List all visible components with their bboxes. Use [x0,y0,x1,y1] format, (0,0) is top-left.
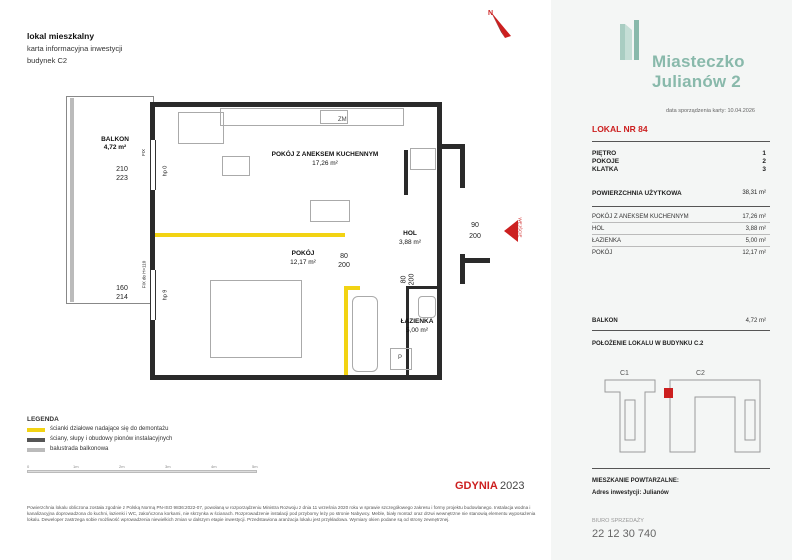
window-1-width: 210 [116,166,128,173]
dishwasher-label: ZM [338,117,347,123]
room-hall-label: HOL [592,226,605,232]
divider-2 [592,206,770,207]
header-subtitle: karta informacyjna inwestycji [27,44,123,53]
compass [483,6,523,46]
brand-name-1: Miasteczko [652,52,745,71]
window-2-sill: hp 9 [162,289,169,301]
room-bedroom-value: 12,17 m² [742,250,766,256]
partition-wall-vertical [344,287,348,375]
balcony-info-value: 4,72 m² [745,318,766,324]
room-living-value: 17,26 m² [742,214,766,220]
room-bedroom-label: POKÓJ [592,250,613,256]
living-room-area: 17,26 m² [312,160,338,167]
wall-bottom [150,375,442,380]
building-c2-label: C2 [696,370,705,377]
logo-icon [620,20,642,60]
entry-arrow-icon [504,220,518,242]
window-2-fix-note: FIX do H=110 [141,260,147,289]
room-sep-1 [592,222,770,223]
window-2 [150,270,156,320]
scale-bar [27,470,257,473]
usable-area-label: POWIERZCHNIA UŻYTKOWA [592,190,682,197]
balcony-area-value: 4,72 m² [103,144,127,151]
scale-4: 4m [211,464,217,469]
usable-area-value: 38,31 m² [742,190,766,196]
floor-plan [20,80,540,400]
floor-label: PIĘTRO [592,150,617,157]
balcony-railing [70,98,74,302]
scale-5: 5m [252,464,258,469]
bed [210,280,302,358]
fridge [410,148,436,170]
scale-1: 1m [73,464,79,469]
wall-stair-4 [460,258,490,263]
scale-2: 2m [119,464,125,469]
window-1-fix: FIX [141,148,147,157]
hall-label: HOL [403,230,417,237]
entry-label: WEJŚCIE [517,217,523,238]
sales-phone[interactable]: 22 12 30 740 [592,528,657,540]
entry-marker [504,220,518,242]
room-bath-label: ŁAZIENKA [592,238,622,244]
door-bath-height: 200 [408,273,416,286]
divider-1 [592,141,770,142]
bathroom-label: ŁAZIENKA [400,318,434,325]
hall-area: 3,88 m² [398,239,422,246]
brand-logo-mark [620,20,642,60]
room-living-label: POKÓJ Z ANEKSEM KUCHENNYM [592,214,689,220]
legend-item-partition: ścianki działowe nadające się do demontażu [50,426,169,432]
legend-swatch-walls [27,438,45,442]
building-location-map [600,360,770,460]
bedroom-label: POKÓJ [291,250,315,257]
header-building: budynek C2 [27,56,68,65]
legend-swatch-railing [27,448,45,452]
sofa [178,112,224,144]
window-2-height: 214 [116,294,128,301]
unit-number: LOKAL NR 84 [592,124,648,134]
brand-name-2: Julianów 2 [652,72,741,91]
wall-kitchen [404,150,408,195]
window-1-sill: hp 0 [162,165,169,177]
scale-0: 0 [27,464,30,469]
city-name: GDYNIA [455,480,498,492]
divider-4 [592,468,770,469]
footer-note: Powierzchnia lokalu obliczona została zgodnie z Polską Normą PN-ISO 9836:2022-07, powołaną w rozporządzeniu Ministra Rozwoju z dnia 11 września 2020 roku w sprawie szczegółowego zakresu i formy projektu budowlanego. Instalacja wodna i kanalizacyjna doprowadzona do kuchni, łazienki i WC, zakończona korkami, nie skrzynka w ścianach. Rozprowadzenie instalacji pod przyborny leży po stronie Nabywcy. Meble, biały montaż oraz drzwi wewnętrzne nie stanowią elementu wyposażenia lokalu. Deweloper zastrzega sobie możliwość wprowadzenia niewielkich zmian w dalszym etapie inwestycji. Przedstawiona aranżacja lokalu jest przykładowa. Wymiary okien podane są od strony zewnętrznej. [27,505,536,522]
room-sep-3 [592,246,770,247]
wall-stair-2 [460,144,465,188]
sales-office-label: BIURO SPRZEDAŻY [592,518,644,524]
legend-title: LEGENDA [27,416,59,423]
rooms-label: POKOJE [592,158,620,165]
room-bath-value: 5,00 m² [745,238,766,244]
building-c1-label: C1 [620,370,629,377]
legend-item-walls: ściany, słupy i obudowy pionów instalacyjnych [50,436,173,442]
legend-item-railing: balustrada balkonowa [50,446,109,452]
door-room-width: 80 [340,253,348,260]
stairwell-label: KLATKA [592,166,619,173]
legend-swatch-partition [27,428,45,432]
unit-type-title: lokal mieszkalny [27,31,95,41]
scale-3: 3m [165,464,171,469]
window-2-width: 160 [116,285,128,292]
bathtub [352,296,378,372]
washer-label: P [398,355,403,361]
investment-address: Adres inwestycji: Julianów [592,490,669,496]
window-1-height: 223 [116,175,128,182]
room-sep-2 [592,234,770,235]
compass-label: N [488,10,494,17]
window-1 [150,140,156,190]
balcony-label: BALKON [101,136,129,143]
door-room-height: 200 [338,262,350,269]
balcony-info-label: BALKON [592,318,618,324]
door-entry-height: 200 [469,233,481,240]
bathroom-area: 5,00 m² [405,327,429,334]
room-hall-value: 3,88 m² [745,226,766,232]
bedroom-area: 12,17 m² [290,259,316,266]
wall-top [150,102,442,107]
partition-wall-horizontal [155,233,345,237]
toilet [418,296,436,318]
door-bath-width: 80 [400,275,408,284]
kitchen-counter [220,108,404,126]
city-year: 2023 [500,480,525,492]
coffee-table [222,156,250,176]
divider-3 [592,330,770,331]
location-title: POŁOŻENIE LOKALU W BUDYNKU C.2 [592,341,704,347]
partition-wall-corner [344,286,360,290]
door-entry-width: 90 [471,222,479,229]
rooms-value: 2 [762,158,766,165]
living-room-label: POKÓJ Z ANEKSEM KUCHENNYM [271,151,379,158]
floor-value: 1 [762,150,766,157]
card-date: data sporządzenia karty: 10.04.2026 [666,108,755,114]
stairwell-value: 3 [762,166,766,173]
dining-table [310,200,350,222]
repeat-title: MIESZKANIE POWTARZALNE: [592,478,679,484]
